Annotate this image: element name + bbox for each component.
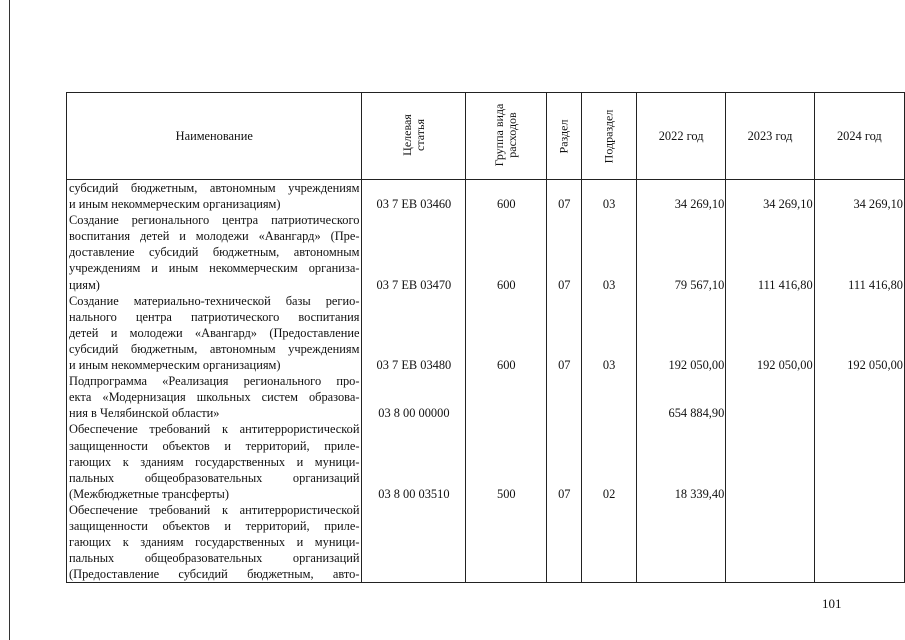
- page-number: 101: [822, 596, 842, 611]
- row-name-line: (Межбюджетные трансферты): [69, 486, 229, 501]
- subsection-code: [582, 502, 637, 583]
- table-row: [67, 502, 905, 583]
- section-code: 07: [547, 180, 582, 213]
- row-name-line: нального центра патриотического воспитания: [69, 309, 360, 324]
- amount-2023: 192 050,00: [726, 293, 814, 373]
- amount-2024: [814, 421, 904, 501]
- table-row: [67, 293, 905, 373]
- amount-2023: [726, 421, 814, 501]
- row-name-line: гающих к зданиям государственных и муници-: [69, 535, 360, 550]
- header-section: Раздел: [547, 93, 582, 180]
- row-name-line: Подпрограмма «Реализация регионального про-: [69, 374, 360, 389]
- row-name-line: и иным некоммерческим организациям): [69, 197, 281, 212]
- amount-2023: [726, 373, 814, 421]
- row-name-line: ния в Челябинской области»: [69, 406, 220, 421]
- row-name-line: субсидий бюджетным, автономным учреждениям: [69, 341, 360, 356]
- row-name-line: субсидий бюджетным, автономным учреждениям: [69, 181, 360, 195]
- budget-table: [66, 92, 905, 583]
- header-expense-group: Группа вида расходов: [466, 93, 547, 180]
- expense-group-code: [466, 502, 547, 583]
- amount-2024: 34 269,10: [814, 180, 904, 213]
- row-name-line: воспитания детей и молодежи «Авангард» (Пре-: [69, 229, 360, 244]
- page-margin-line: [9, 0, 10, 640]
- row-name-line: и иным некоммерческим организациям): [69, 358, 281, 373]
- amount-2022: 192 050,00: [636, 293, 725, 373]
- table-row: [67, 373, 905, 421]
- row-name-line: Обеспечение требований к антитеррористической: [69, 502, 360, 517]
- amount-2023: [726, 502, 814, 583]
- section-code: [547, 502, 582, 583]
- amount-2023: 34 269,10: [726, 180, 814, 213]
- row-name-line: циям): [69, 277, 100, 292]
- target-article-code: 03 7 ЕВ 03470: [362, 212, 466, 292]
- header-target-article: Целевая статья: [362, 93, 466, 180]
- row-name-line: Создание регионального центра патриотического: [69, 213, 360, 228]
- expense-group-code: 600: [466, 180, 547, 213]
- section-code: 07: [547, 421, 582, 501]
- subsection-code: [582, 373, 637, 421]
- amount-2022: 654 884,90: [636, 373, 725, 421]
- header-subsection: Подраздел: [582, 93, 637, 180]
- amount-2023: 111 416,80: [726, 212, 814, 292]
- row-name-line: гающих к зданиям государственных и муници-: [69, 454, 360, 469]
- amount-2022: 18 339,40: [636, 421, 725, 501]
- row-name-line: учреждениям и иным некоммерческим организа-: [69, 261, 360, 276]
- table-row: [67, 421, 905, 501]
- target-article-code: 03 7 ЕВ 03480: [362, 293, 466, 373]
- table-header-row: [67, 93, 905, 180]
- row-name: [67, 373, 362, 421]
- row-name-line: пальных общеобразовательных организаций: [69, 551, 360, 566]
- amount-2022: [636, 502, 725, 583]
- amount-2024: [814, 373, 904, 421]
- row-name-line: екта «Модернизация школьных систем образова-: [69, 390, 360, 405]
- target-article-code: 03 7 ЕВ 03460: [362, 180, 466, 213]
- amount-2024: [814, 502, 904, 583]
- header-2024: 2024 год: [814, 93, 904, 180]
- target-article-code: 03 8 00 00000: [362, 373, 466, 421]
- subsection-code: 02: [582, 421, 637, 501]
- row-name-line: Создание материально-технической базы регио-: [69, 293, 360, 308]
- amount-2024: 111 416,80: [814, 212, 904, 292]
- subsection-code: 03: [582, 180, 637, 213]
- row-name: [67, 212, 362, 292]
- expense-group-code: 600: [466, 212, 547, 292]
- table-row: [67, 180, 905, 213]
- table-row: [67, 212, 905, 292]
- row-name-line: детей и молодежи «Авангард» (Предоставление: [69, 325, 360, 340]
- row-name: [67, 293, 362, 373]
- row-name: [67, 421, 362, 501]
- row-name-line: Обеспечение требований к антитеррористической: [69, 422, 360, 437]
- header-2023: 2023 год: [726, 93, 814, 180]
- expense-group-code: [466, 373, 547, 421]
- row-name: [67, 502, 362, 583]
- row-name-line: (Предоставление субсидий бюджетным, авто-: [69, 567, 360, 582]
- row-name: [67, 180, 362, 213]
- amount-2024: 192 050,00: [814, 293, 904, 373]
- row-name-line: защищенности объектов и территорий, приле-: [69, 518, 360, 533]
- target-article-code: [362, 502, 466, 583]
- amount-2022: 79 567,10: [636, 212, 725, 292]
- section-code: [547, 373, 582, 421]
- expense-group-code: 600: [466, 293, 547, 373]
- target-article-code: 03 8 00 03510: [362, 421, 466, 501]
- expense-group-code: 500: [466, 421, 547, 501]
- header-name: Наименование: [67, 93, 362, 180]
- row-name-line: защищенности объектов и территорий, приле-: [69, 438, 360, 453]
- header-2022: 2022 год: [636, 93, 725, 180]
- subsection-code: 03: [582, 212, 637, 292]
- section-code: 07: [547, 212, 582, 292]
- row-name-line: пальных общеобразовательных организаций: [69, 470, 360, 485]
- section-code: 07: [547, 293, 582, 373]
- row-name-line: доставление субсидий бюджетным, автономным: [69, 245, 360, 260]
- subsection-code: 03: [582, 293, 637, 373]
- amount-2022: 34 269,10: [636, 180, 725, 213]
